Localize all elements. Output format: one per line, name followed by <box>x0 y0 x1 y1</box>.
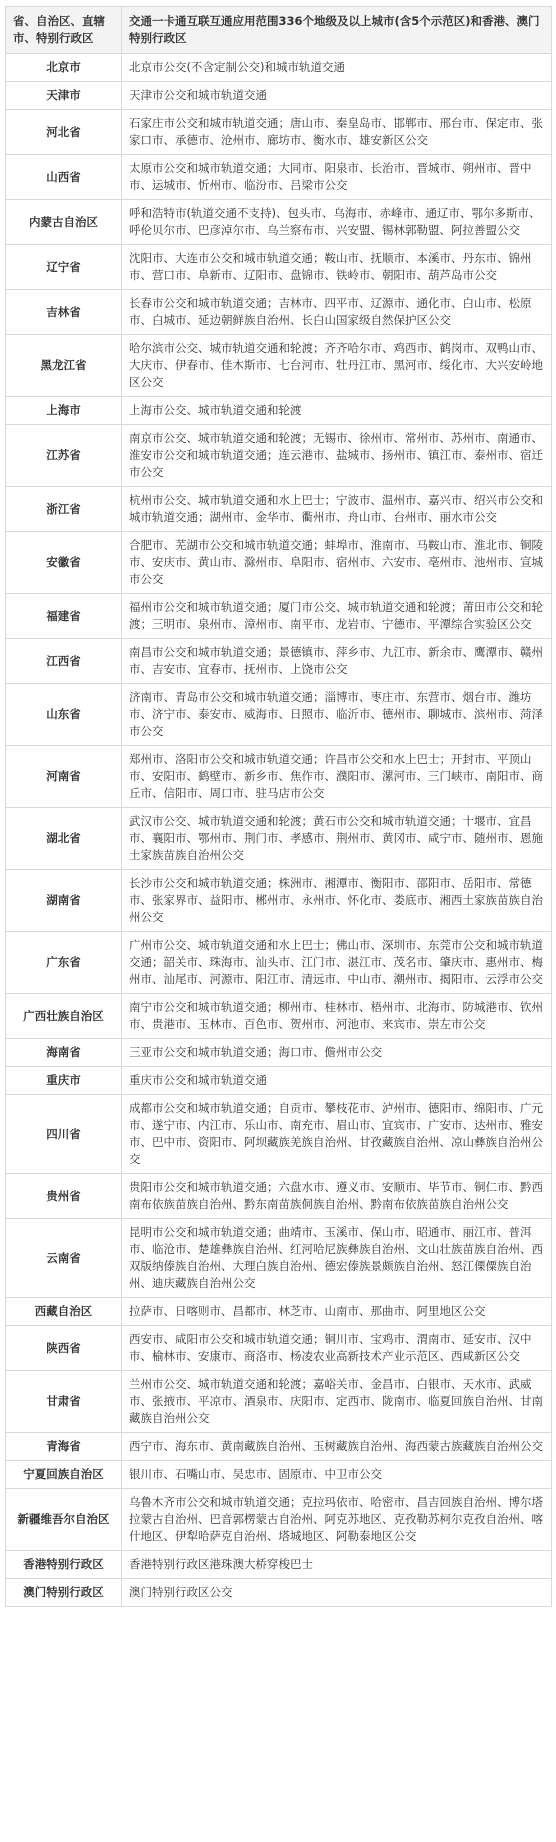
table-row <box>6 1219 552 1298</box>
region-cities: 南宁市公交和城市轨道交通；柳州市、桂林市、梧州市、北海市、防城港市、钦州市、贵港市、玉林市、百色市、贺州市、河池市、来宾市、崇左市公交 <box>122 994 552 1039</box>
region-name: 湖南省 <box>6 870 122 932</box>
table-row <box>6 245 552 290</box>
table-row <box>6 397 552 425</box>
table-row <box>6 110 552 155</box>
region-name: 四川省 <box>6 1095 122 1174</box>
region-name: 天津市 <box>6 82 122 110</box>
region-cities: 天津市公交和城市轨道交通 <box>122 82 552 110</box>
table-row <box>6 1067 552 1095</box>
table-row <box>6 425 552 487</box>
table-row <box>6 155 552 200</box>
region-name: 浙江省 <box>6 487 122 532</box>
table-row <box>6 1579 552 1607</box>
table-row <box>6 1433 552 1461</box>
table-body <box>6 54 552 1607</box>
region-name: 陕西省 <box>6 1326 122 1371</box>
region-cities: 贵阳市公交和城市轨道交通；六盘水市、遵义市、安顺市、毕节市、铜仁市、黔西南布依族苗族自治州、黔东南苗族侗族自治州、黔南布依族苗族自治州公交 <box>122 1174 552 1219</box>
table-row <box>6 746 552 808</box>
table-row <box>6 1174 552 1219</box>
table-row <box>6 1461 552 1489</box>
region-cities: 福州市公交和城市轨道交通；厦门市公交、城市轨道交通和轮渡；莆田市公交和轮渡；三明市、泉州市、漳州市、南平市、龙岩市、宁德市、平潭综合实验区公交 <box>122 594 552 639</box>
region-cities: 重庆市公交和城市轨道交通 <box>122 1067 552 1095</box>
table-row <box>6 1326 552 1371</box>
region-cities: 南昌市公交和城市轨道交通；景德镇市、萍乡市、九江市、新余市、鹰潭市、赣州市、吉安市、宜春市、抚州市、上饶市公交 <box>122 639 552 684</box>
table-header-row <box>6 7 552 54</box>
table-row <box>6 487 552 532</box>
region-name: 香港特别行政区 <box>6 1551 122 1579</box>
table-row <box>6 82 552 110</box>
table-row <box>6 684 552 746</box>
region-cities: 合肥市、芜湖市公交和城市轨道交通；蚌埠市、淮南市、马鞍山市、淮北市、铜陵市、安庆市、黄山市、滁州市、阜阳市、宿州市、六安市、亳州市、池州市、宣城市公交 <box>122 532 552 594</box>
table-row <box>6 1489 552 1551</box>
region-cities: 银川市、石嘴山市、吴忠市、固原市、中卫市公交 <box>122 1461 552 1489</box>
region-name: 重庆市 <box>6 1067 122 1095</box>
region-cities: 西宁市、海东市、黄南藏族自治州、玉树藏族自治州、海西蒙古族藏族自治州公交 <box>122 1433 552 1461</box>
header-region: 省、自治区、直辖市、特别行政区 <box>6 7 122 54</box>
region-cities: 杭州市公交、城市轨道交通和水上巴士；宁波市、温州市、嘉兴市、绍兴市公交和城市轨道交通；湖州市、金华市、衢州市、舟山市、台州市、丽水市公交 <box>122 487 552 532</box>
region-name: 湖北省 <box>6 808 122 870</box>
region-name: 江苏省 <box>6 425 122 487</box>
region-name: 江西省 <box>6 639 122 684</box>
region-cities: 上海市公交、城市轨道交通和轮渡 <box>122 397 552 425</box>
table-row <box>6 808 552 870</box>
region-cities: 兰州市公交、城市轨道交通和轮渡；嘉峪关市、金昌市、白银市、天水市、武威市、张掖市、平凉市、酒泉市、庆阳市、定西市、陇南市、临夏回族自治州、甘南藏族自治州公交 <box>122 1371 552 1433</box>
region-cities: 昆明市公交和城市轨道交通；曲靖市、玉溪市、保山市、昭通市、丽江市、普洱市、临沧市、楚雄彝族自治州、红河哈尼族彝族自治州、文山壮族苗族自治州、西双版纳傣族自治州、大理白族自治州、德宏傣族景颇族自治州、怒江傈僳族自治州、迪庆藏族自治州公交 <box>122 1219 552 1298</box>
table-row <box>6 335 552 397</box>
region-cities: 澳门特别行政区公交 <box>122 1579 552 1607</box>
table-row <box>6 1551 552 1579</box>
region-cities: 广州市公交、城市轨道交通和水上巴士；佛山市、深圳市、东莞市公交和城市轨道交通；韶关市、珠海市、汕头市、江门市、湛江市、茂名市、肇庆市、惠州市、梅州市、汕尾市、河源市、阳江市、清远市、中山市、潮州市、揭阳市、云浮市公交 <box>122 932 552 994</box>
region-cities: 石家庄市公交和城市轨道交通；唐山市、秦皇岛市、邯郸市、邢台市、保定市、张家口市、承德市、沧州市、廊坊市、衡水市、雄安新区公交 <box>122 110 552 155</box>
region-name: 云南省 <box>6 1219 122 1298</box>
region-name: 新疆维吾尔自治区 <box>6 1489 122 1551</box>
region-cities: 香港特别行政区港珠澳大桥穿梭巴士 <box>122 1551 552 1579</box>
region-name: 河南省 <box>6 746 122 808</box>
region-name: 贵州省 <box>6 1174 122 1219</box>
table-row <box>6 1095 552 1174</box>
region-cities: 武汉市公交、城市轨道交通和轮渡；黄石市公交和城市轨道交通；十堰市、宜昌市、襄阳市、鄂州市、荆门市、孝感市、荆州市、黄冈市、咸宁市、随州市、恩施土家族苗族自治州公交 <box>122 808 552 870</box>
region-name: 广东省 <box>6 932 122 994</box>
region-name: 澳门特别行政区 <box>6 1579 122 1607</box>
table-row <box>6 594 552 639</box>
region-name: 山西省 <box>6 155 122 200</box>
table-row <box>6 639 552 684</box>
region-name: 海南省 <box>6 1039 122 1067</box>
header-cities: 交通一卡通互联互通应用范围336个地级及以上城市(含5个示范区)和香港、澳门特别行政区 <box>122 7 552 54</box>
region-cities: 沈阳市、大连市公交和城市轨道交通；鞍山市、抚顺市、本溪市、丹东市、锦州市、营口市、阜新市、辽阳市、盘锦市、铁岭市、朝阳市、葫芦岛市公交 <box>122 245 552 290</box>
table-row <box>6 994 552 1039</box>
coverage-table <box>5 6 552 1607</box>
table-row <box>6 932 552 994</box>
region-name: 广西壮族自治区 <box>6 994 122 1039</box>
region-cities: 南京市公交、城市轨道交通和轮渡；无锡市、徐州市、常州市、苏州市、南通市、淮安市公交和城市轨道交通；连云港市、盐城市、扬州市、镇江市、泰州市、宿迁市公交 <box>122 425 552 487</box>
region-name: 河北省 <box>6 110 122 155</box>
region-cities: 长沙市公交和城市轨道交通；株洲市、湘潭市、衡阳市、邵阳市、岳阳市、常德市、张家界市、益阳市、郴州市、永州市、怀化市、娄底市、湘西土家族苗族自治州公交 <box>122 870 552 932</box>
region-name: 北京市 <box>6 54 122 82</box>
region-cities: 郑州市、洛阳市公交和城市轨道交通；许昌市公交和水上巴士；开封市、平顶山市、安阳市、鹤壁市、新乡市、焦作市、濮阳市、漯河市、三门峡市、南阳市、商丘市、信阳市、周口市、驻马店市公交 <box>122 746 552 808</box>
table-row <box>6 1039 552 1067</box>
table-row <box>6 532 552 594</box>
region-cities: 长春市公交和城市轨道交通；吉林市、四平市、辽源市、通化市、白山市、松原市、白城市、延边朝鲜族自治州、长白山国家级自然保护区公交 <box>122 290 552 335</box>
region-cities: 乌鲁木齐市公交和城市轨道交通；克拉玛依市、哈密市、昌吉回族自治州、博尔塔拉蒙古自治州、巴音郭楞蒙古自治州、阿克苏地区、克孜勒苏柯尔克孜自治州、喀什地区、伊犁哈萨克自治州、塔城地区、阿勒泰地区公交 <box>122 1489 552 1551</box>
region-name: 青海省 <box>6 1433 122 1461</box>
region-name: 上海市 <box>6 397 122 425</box>
region-cities: 三亚市公交和城市轨道交通；海口市、儋州市公交 <box>122 1039 552 1067</box>
region-name: 山东省 <box>6 684 122 746</box>
region-cities: 成都市公交和城市轨道交通；自贡市、攀枝花市、泸州市、德阳市、绵阳市、广元市、遂宁市、内江市、乐山市、南充市、眉山市、宜宾市、广安市、达州市、雅安市、巴中市、资阳市、阿坝藏族羌族自治州、甘孜藏族自治州、凉山彝族自治州公交 <box>122 1095 552 1174</box>
region-name: 福建省 <box>6 594 122 639</box>
region-name: 宁夏回族自治区 <box>6 1461 122 1489</box>
region-cities: 济南市、青岛市公交和城市轨道交通；淄博市、枣庄市、东营市、烟台市、潍坊市、济宁市、泰安市、威海市、日照市、临沂市、德州市、聊城市、滨州市、菏泽市公交 <box>122 684 552 746</box>
region-cities: 哈尔滨市公交、城市轨道交通和轮渡；齐齐哈尔市、鸡西市、鹤岗市、双鸭山市、大庆市、伊春市、佳木斯市、七台河市、牡丹江市、黑河市、绥化市、大兴安岭地区公交 <box>122 335 552 397</box>
region-cities: 呼和浩特市(轨道交通不支持)、包头市、乌海市、赤峰市、通辽市、鄂尔多斯市、呼伦贝尔市、巴彦淖尔市、乌兰察布市、兴安盟、锡林郭勒盟、阿拉善盟公交 <box>122 200 552 245</box>
table-row <box>6 1371 552 1433</box>
region-name: 黑龙江省 <box>6 335 122 397</box>
table-row <box>6 200 552 245</box>
region-name: 辽宁省 <box>6 245 122 290</box>
region-cities: 北京市公交(不含定制公交)和城市轨道交通 <box>122 54 552 82</box>
region-name: 甘肃省 <box>6 1371 122 1433</box>
region-name: 吉林省 <box>6 290 122 335</box>
region-cities: 拉萨市、日喀则市、昌都市、林芝市、山南市、那曲市、阿里地区公交 <box>122 1298 552 1326</box>
region-name: 内蒙古自治区 <box>6 200 122 245</box>
table-row <box>6 1298 552 1326</box>
table-row <box>6 290 552 335</box>
region-name: 西藏自治区 <box>6 1298 122 1326</box>
table-row <box>6 870 552 932</box>
region-cities: 西安市、咸阳市公交和城市轨道交通；铜川市、宝鸡市、渭南市、延安市、汉中市、榆林市、安康市、商洛市、杨凌农业高新技术产业示范区、西咸新区公交 <box>122 1326 552 1371</box>
region-cities: 太原市公交和城市轨道交通；大同市、阳泉市、长治市、晋城市、朔州市、晋中市、运城市、忻州市、临汾市、吕梁市公交 <box>122 155 552 200</box>
table-row <box>6 54 552 82</box>
region-name: 安徽省 <box>6 532 122 594</box>
